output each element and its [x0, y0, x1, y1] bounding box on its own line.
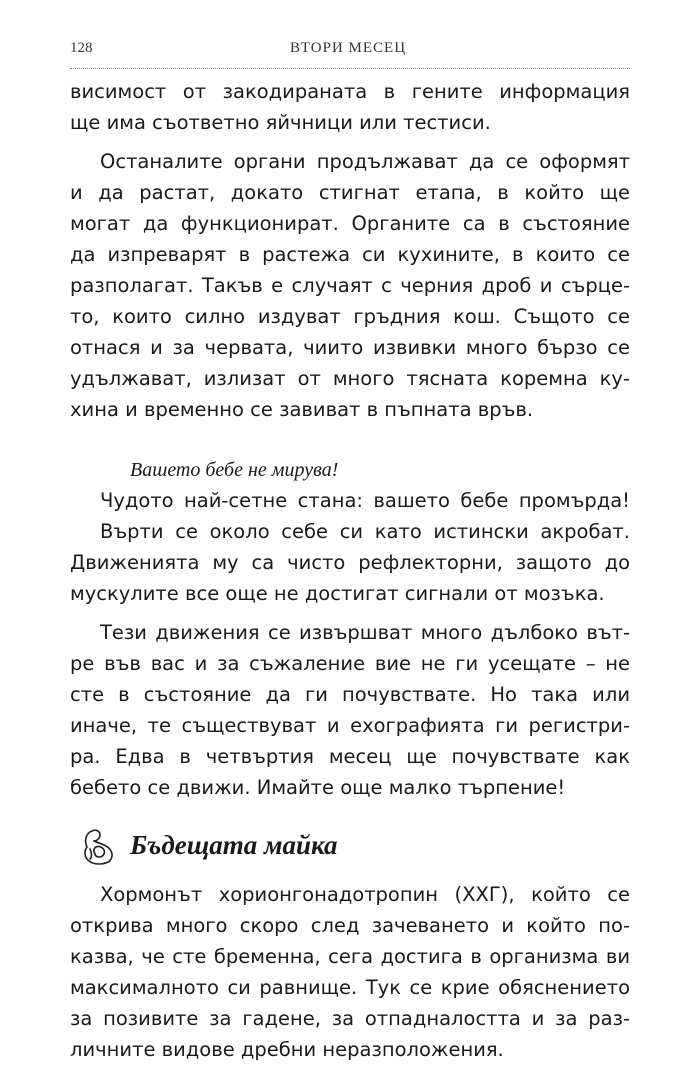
text-line: да изпреварят в растежа си кухините, в които се [70, 243, 630, 266]
text-line: Движенията му са чисто рефлекторни, защото до [70, 551, 630, 574]
text-line: казва, че сте бременна, сега достига в организма ви [70, 945, 630, 968]
subheading: Вашето бебе не мирува! [130, 459, 339, 481]
page-header [70, 36, 630, 70]
header-dotted-rule [70, 68, 630, 69]
text-line: мускулите все още не достигат сигнали от мозъка. [70, 582, 605, 605]
text-line: то, които силно издуват гръдния кош. Същото се [70, 305, 630, 328]
text-line: максималното си равнище. Тук се крие обяснението [70, 976, 630, 999]
text-line: хина и временно се завиват в пъпната връв. [70, 398, 534, 421]
text-line: удължават, излизат от много тясната коремна ку- [70, 367, 630, 390]
paragraph-2 [70, 146, 630, 425]
text-line: за позивите за гадене, за отпадналостта и за раз- [70, 1007, 630, 1030]
paragraph-3 [70, 485, 630, 609]
text-line: ще има съответно яйчници или тестиси. [70, 111, 491, 134]
text-line: ра. Едва в четвъртия месец ще почувствате как [70, 745, 630, 768]
paragraph-5 [70, 879, 630, 1065]
text-line: личните видове дребни неразположения. [70, 1038, 504, 1061]
text-line: висимост от закодираната в гените информация [70, 80, 630, 103]
text-line: открива много скоро след зачеването и който по- [70, 914, 630, 937]
text-line: Върти се около себе си като истински акробат. [100, 520, 630, 543]
paragraph-4 [70, 617, 630, 803]
mother-baby-icon [78, 823, 122, 867]
section-title: Бъдещата майка [130, 829, 338, 860]
page-number: 128 [70, 40, 93, 56]
text-line: разполагат. Такъв е случаят с черния дроб и сърце- [70, 274, 630, 297]
text-line: ре във вас и за съжаление вие не ги усещате – не [70, 652, 630, 675]
text-line: и да растат, докато стигнат етапа, в който ще [70, 181, 630, 204]
text-line: Хормонът хорионгонадотропин (ХХГ), който се [100, 883, 630, 906]
section-heading [78, 817, 630, 873]
text-line: Останалите органи продължават да се оформят [100, 150, 630, 173]
text-line: Тези движения се извършват много дълбоко вът- [100, 621, 630, 644]
text-line: бебето се движи. Имайте още малко търпение! [70, 776, 566, 799]
text-line: сте в състояние да ги почувствате. Но така или [70, 683, 630, 706]
running-title: ВТОРИ МЕСЕЦ [290, 40, 407, 56]
paragraph-1 [70, 76, 630, 138]
text-line: отнася и за червата, чиито извивки много бързо се [70, 336, 630, 359]
body-text [70, 76, 630, 1065]
text-line: Чудото най-сетне стана: вашето бебе промърда! [100, 489, 630, 512]
text-line: могат да функционират. Органите са в състояние [70, 212, 630, 235]
text-line: иначе, те съществуват и ехографията ги регистри- [70, 714, 630, 737]
